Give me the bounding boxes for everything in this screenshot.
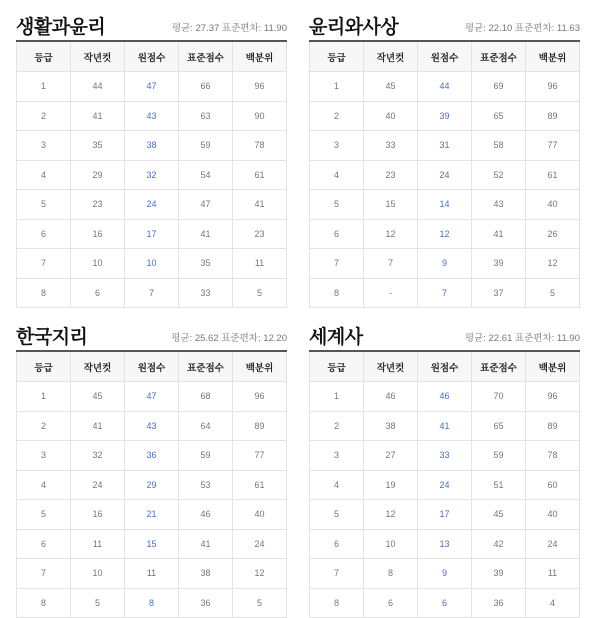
cell-standard-score: 59 bbox=[179, 131, 233, 161]
column-header-percentile: 백분위 bbox=[526, 351, 580, 382]
cell-standard-score: 35 bbox=[179, 249, 233, 279]
cell-percentile: 5 bbox=[233, 588, 287, 618]
cell-raw-score: 11 bbox=[125, 559, 179, 589]
cell-raw-score: 38 bbox=[125, 131, 179, 161]
score-stats: 평균: 22.10 표준편차: 11.63 bbox=[464, 23, 580, 34]
cell-percentile: 4 bbox=[526, 588, 580, 618]
cell-standard-score: 54 bbox=[179, 160, 233, 190]
cell-percentile: 90 bbox=[233, 101, 287, 131]
cell-grade: 7 bbox=[17, 559, 71, 589]
table-row bbox=[17, 441, 287, 471]
table-row bbox=[310, 559, 580, 589]
table-row bbox=[17, 382, 287, 412]
cell-percentile: 60 bbox=[526, 470, 580, 500]
column-header-grade: 등급 bbox=[17, 351, 71, 382]
cell-standard-score: 47 bbox=[179, 190, 233, 220]
cell-grade: 8 bbox=[310, 278, 364, 308]
cell-grade: 4 bbox=[310, 160, 364, 190]
cell-raw-score: 47 bbox=[125, 382, 179, 412]
cell-raw-score: 14 bbox=[418, 190, 472, 220]
cell-percentile: 40 bbox=[526, 190, 580, 220]
cell-standard-score: 38 bbox=[179, 559, 233, 589]
cell-grade: 7 bbox=[310, 249, 364, 279]
cell-standard-score: 39 bbox=[472, 559, 526, 589]
cell-last-year-cut: 35 bbox=[71, 131, 125, 161]
table-row bbox=[310, 131, 580, 161]
table-row bbox=[310, 382, 580, 412]
cell-standard-score: 59 bbox=[472, 441, 526, 471]
cell-raw-score: 6 bbox=[418, 588, 472, 618]
cell-standard-score: 63 bbox=[179, 101, 233, 131]
cell-last-year-cut: 5 bbox=[71, 588, 125, 618]
cell-last-year-cut: 6 bbox=[364, 588, 418, 618]
cell-percentile: 23 bbox=[233, 219, 287, 249]
cell-percentile: 89 bbox=[526, 411, 580, 441]
table-header-row bbox=[310, 41, 580, 72]
cell-last-year-cut: 10 bbox=[71, 249, 125, 279]
cell-last-year-cut: 40 bbox=[364, 101, 418, 131]
cell-percentile: 24 bbox=[233, 529, 287, 559]
cell-standard-score: 41 bbox=[472, 219, 526, 249]
cell-last-year-cut: 46 bbox=[364, 382, 418, 412]
column-header-percentile: 백분위 bbox=[233, 41, 287, 72]
cell-standard-score: 42 bbox=[472, 529, 526, 559]
cell-grade: 6 bbox=[17, 529, 71, 559]
cell-raw-score: 43 bbox=[125, 411, 179, 441]
cell-percentile: 12 bbox=[526, 249, 580, 279]
panel-header bbox=[309, 10, 580, 40]
cell-last-year-cut: 29 bbox=[71, 160, 125, 190]
cell-last-year-cut: - bbox=[364, 278, 418, 308]
cell-standard-score: 45 bbox=[472, 500, 526, 530]
cell-last-year-cut: 10 bbox=[71, 559, 125, 589]
subject-title: 세계사 bbox=[309, 326, 363, 348]
grade-table bbox=[16, 350, 287, 618]
cell-grade: 1 bbox=[310, 72, 364, 102]
cell-standard-score: 37 bbox=[472, 278, 526, 308]
subject-title: 윤리와사상 bbox=[309, 16, 399, 38]
cell-standard-score: 68 bbox=[179, 382, 233, 412]
cell-percentile: 77 bbox=[526, 131, 580, 161]
column-header-standard-score: 표준점수 bbox=[472, 351, 526, 382]
cell-last-year-cut: 23 bbox=[364, 160, 418, 190]
grade-table bbox=[309, 40, 580, 308]
cell-percentile: 41 bbox=[233, 190, 287, 220]
table-row bbox=[310, 500, 580, 530]
cell-last-year-cut: 33 bbox=[364, 131, 418, 161]
column-header-raw-score: 원점수 bbox=[125, 351, 179, 382]
cell-grade: 2 bbox=[17, 101, 71, 131]
cell-raw-score: 31 bbox=[418, 131, 472, 161]
cell-last-year-cut: 27 bbox=[364, 441, 418, 471]
table-row bbox=[310, 441, 580, 471]
cell-raw-score: 9 bbox=[418, 249, 472, 279]
cell-standard-score: 39 bbox=[472, 249, 526, 279]
cell-raw-score: 41 bbox=[418, 411, 472, 441]
cell-last-year-cut: 38 bbox=[364, 411, 418, 441]
cell-last-year-cut: 12 bbox=[364, 500, 418, 530]
cell-percentile: 78 bbox=[233, 131, 287, 161]
cell-raw-score: 46 bbox=[418, 382, 472, 412]
cell-last-year-cut: 44 bbox=[71, 72, 125, 102]
panel-header bbox=[16, 10, 287, 40]
table-header-row bbox=[310, 351, 580, 382]
cell-last-year-cut: 6 bbox=[71, 278, 125, 308]
cell-standard-score: 58 bbox=[472, 131, 526, 161]
cell-percentile: 5 bbox=[233, 278, 287, 308]
cell-percentile: 96 bbox=[233, 382, 287, 412]
cell-grade: 1 bbox=[17, 72, 71, 102]
panel-header bbox=[309, 320, 580, 350]
cell-raw-score: 17 bbox=[125, 219, 179, 249]
cell-grade: 3 bbox=[310, 131, 364, 161]
cell-raw-score: 13 bbox=[418, 529, 472, 559]
cell-last-year-cut: 16 bbox=[71, 219, 125, 249]
grade-table bbox=[16, 40, 287, 308]
cell-percentile: 61 bbox=[233, 470, 287, 500]
cell-grade: 6 bbox=[17, 219, 71, 249]
column-header-standard-score: 표준점수 bbox=[179, 41, 233, 72]
table-row bbox=[310, 470, 580, 500]
cell-percentile: 61 bbox=[526, 160, 580, 190]
table-row bbox=[310, 219, 580, 249]
table-row bbox=[310, 411, 580, 441]
cell-percentile: 96 bbox=[526, 72, 580, 102]
table-header-row bbox=[17, 351, 287, 382]
cell-raw-score: 39 bbox=[418, 101, 472, 131]
cell-percentile: 26 bbox=[526, 219, 580, 249]
cell-percentile: 96 bbox=[233, 72, 287, 102]
table-row bbox=[17, 411, 287, 441]
table-row bbox=[310, 588, 580, 618]
cell-standard-score: 36 bbox=[472, 588, 526, 618]
cell-last-year-cut: 8 bbox=[364, 559, 418, 589]
subject-panel bbox=[309, 10, 580, 308]
cell-grade: 4 bbox=[17, 160, 71, 190]
column-header-raw-score: 원점수 bbox=[125, 41, 179, 72]
cell-percentile: 24 bbox=[526, 529, 580, 559]
cell-raw-score: 24 bbox=[418, 160, 472, 190]
table-row bbox=[310, 160, 580, 190]
cell-grade: 8 bbox=[310, 588, 364, 618]
column-header-percentile: 백분위 bbox=[233, 351, 287, 382]
cell-percentile: 89 bbox=[526, 101, 580, 131]
column-header-last-year-cut: 작년컷 bbox=[71, 41, 125, 72]
score-stats: 평균: 25.62 표준편차: 12.20 bbox=[171, 333, 287, 344]
cell-last-year-cut: 12 bbox=[364, 219, 418, 249]
cell-last-year-cut: 7 bbox=[364, 249, 418, 279]
table-row bbox=[17, 529, 287, 559]
cell-grade: 4 bbox=[17, 470, 71, 500]
cell-standard-score: 65 bbox=[472, 411, 526, 441]
cell-raw-score: 32 bbox=[125, 160, 179, 190]
cell-last-year-cut: 15 bbox=[364, 190, 418, 220]
table-row bbox=[17, 131, 287, 161]
table-row bbox=[17, 470, 287, 500]
cell-standard-score: 43 bbox=[472, 190, 526, 220]
cell-percentile: 40 bbox=[233, 500, 287, 530]
cell-standard-score: 41 bbox=[179, 219, 233, 249]
cell-grade: 8 bbox=[17, 588, 71, 618]
cell-raw-score: 44 bbox=[418, 72, 472, 102]
panel-header bbox=[16, 320, 287, 350]
cell-last-year-cut: 16 bbox=[71, 500, 125, 530]
subject-title: 생활과윤리 bbox=[16, 16, 106, 38]
column-header-standard-score: 표준점수 bbox=[179, 351, 233, 382]
column-header-last-year-cut: 작년컷 bbox=[364, 41, 418, 72]
cell-standard-score: 69 bbox=[472, 72, 526, 102]
cell-raw-score: 24 bbox=[418, 470, 472, 500]
cell-percentile: 89 bbox=[233, 411, 287, 441]
cell-grade: 2 bbox=[310, 411, 364, 441]
cell-raw-score: 36 bbox=[125, 441, 179, 471]
cell-grade: 8 bbox=[17, 278, 71, 308]
grade-table bbox=[309, 350, 580, 618]
column-header-percentile: 백분위 bbox=[526, 41, 580, 72]
table-row bbox=[310, 249, 580, 279]
cell-grade: 1 bbox=[17, 382, 71, 412]
column-header-last-year-cut: 작년컷 bbox=[71, 351, 125, 382]
cell-percentile: 40 bbox=[526, 500, 580, 530]
cell-standard-score: 41 bbox=[179, 529, 233, 559]
cell-raw-score: 15 bbox=[125, 529, 179, 559]
table-row bbox=[17, 190, 287, 220]
cell-standard-score: 70 bbox=[472, 382, 526, 412]
table-row bbox=[17, 278, 287, 308]
cell-raw-score: 33 bbox=[418, 441, 472, 471]
table-header-row bbox=[17, 41, 287, 72]
cell-grade: 6 bbox=[310, 219, 364, 249]
cell-grade: 1 bbox=[310, 382, 364, 412]
cell-percentile: 11 bbox=[526, 559, 580, 589]
cell-standard-score: 52 bbox=[472, 160, 526, 190]
cell-raw-score: 7 bbox=[125, 278, 179, 308]
cell-grade: 2 bbox=[17, 411, 71, 441]
cell-last-year-cut: 23 bbox=[71, 190, 125, 220]
cell-standard-score: 66 bbox=[179, 72, 233, 102]
column-header-grade: 등급 bbox=[17, 41, 71, 72]
table-row bbox=[310, 529, 580, 559]
cell-percentile: 96 bbox=[526, 382, 580, 412]
cell-raw-score: 17 bbox=[418, 500, 472, 530]
cell-raw-score: 10 bbox=[125, 249, 179, 279]
table-row bbox=[310, 190, 580, 220]
cell-last-year-cut: 19 bbox=[364, 470, 418, 500]
column-header-last-year-cut: 작년컷 bbox=[364, 351, 418, 382]
cell-grade: 3 bbox=[310, 441, 364, 471]
cell-raw-score: 24 bbox=[125, 190, 179, 220]
cell-percentile: 12 bbox=[233, 559, 287, 589]
cell-standard-score: 59 bbox=[179, 441, 233, 471]
table-row bbox=[310, 72, 580, 102]
cell-raw-score: 7 bbox=[418, 278, 472, 308]
table-row bbox=[17, 588, 287, 618]
cell-percentile: 5 bbox=[526, 278, 580, 308]
cell-standard-score: 46 bbox=[179, 500, 233, 530]
cell-raw-score: 12 bbox=[418, 219, 472, 249]
cell-standard-score: 33 bbox=[179, 278, 233, 308]
cell-grade: 2 bbox=[310, 101, 364, 131]
table-row bbox=[17, 101, 287, 131]
cell-grade: 6 bbox=[310, 529, 364, 559]
cell-last-year-cut: 41 bbox=[71, 411, 125, 441]
cell-standard-score: 65 bbox=[472, 101, 526, 131]
table-row bbox=[17, 219, 287, 249]
cell-last-year-cut: 10 bbox=[364, 529, 418, 559]
cell-last-year-cut: 45 bbox=[71, 382, 125, 412]
cell-standard-score: 64 bbox=[179, 411, 233, 441]
column-header-grade: 등급 bbox=[310, 351, 364, 382]
cell-grade: 7 bbox=[17, 249, 71, 279]
cell-percentile: 77 bbox=[233, 441, 287, 471]
table-row bbox=[310, 278, 580, 308]
table-row bbox=[17, 72, 287, 102]
cell-percentile: 11 bbox=[233, 249, 287, 279]
cell-grade: 3 bbox=[17, 441, 71, 471]
cell-percentile: 78 bbox=[526, 441, 580, 471]
cell-raw-score: 21 bbox=[125, 500, 179, 530]
cell-raw-score: 47 bbox=[125, 72, 179, 102]
score-stats: 평균: 22.61 표준편차: 11.90 bbox=[464, 333, 580, 344]
cell-grade: 3 bbox=[17, 131, 71, 161]
cell-standard-score: 51 bbox=[472, 470, 526, 500]
cell-grade: 7 bbox=[310, 559, 364, 589]
subject-panel bbox=[16, 320, 287, 618]
table-row bbox=[17, 500, 287, 530]
cell-standard-score: 36 bbox=[179, 588, 233, 618]
cell-grade: 5 bbox=[310, 500, 364, 530]
column-header-raw-score: 원점수 bbox=[418, 41, 472, 72]
cell-raw-score: 9 bbox=[418, 559, 472, 589]
score-stats: 평균: 27.37 표준편차: 11.90 bbox=[171, 23, 287, 34]
cell-grade: 5 bbox=[310, 190, 364, 220]
cell-standard-score: 53 bbox=[179, 470, 233, 500]
cell-raw-score: 43 bbox=[125, 101, 179, 131]
cell-grade: 5 bbox=[17, 500, 71, 530]
cell-grade: 5 bbox=[17, 190, 71, 220]
subject-panel bbox=[16, 10, 287, 308]
cell-grade: 4 bbox=[310, 470, 364, 500]
table-row bbox=[310, 101, 580, 131]
table-row bbox=[17, 249, 287, 279]
cell-last-year-cut: 45 bbox=[364, 72, 418, 102]
cell-last-year-cut: 24 bbox=[71, 470, 125, 500]
cell-last-year-cut: 41 bbox=[71, 101, 125, 131]
subject-title: 한국지리 bbox=[16, 326, 88, 348]
column-header-standard-score: 표준점수 bbox=[472, 41, 526, 72]
cell-last-year-cut: 11 bbox=[71, 529, 125, 559]
cell-raw-score: 29 bbox=[125, 470, 179, 500]
cell-percentile: 61 bbox=[233, 160, 287, 190]
cell-raw-score: 8 bbox=[125, 588, 179, 618]
table-row bbox=[17, 559, 287, 589]
table-row bbox=[17, 160, 287, 190]
cell-last-year-cut: 32 bbox=[71, 441, 125, 471]
column-header-grade: 등급 bbox=[310, 41, 364, 72]
column-header-raw-score: 원점수 bbox=[418, 351, 472, 382]
subject-panel bbox=[309, 320, 580, 618]
